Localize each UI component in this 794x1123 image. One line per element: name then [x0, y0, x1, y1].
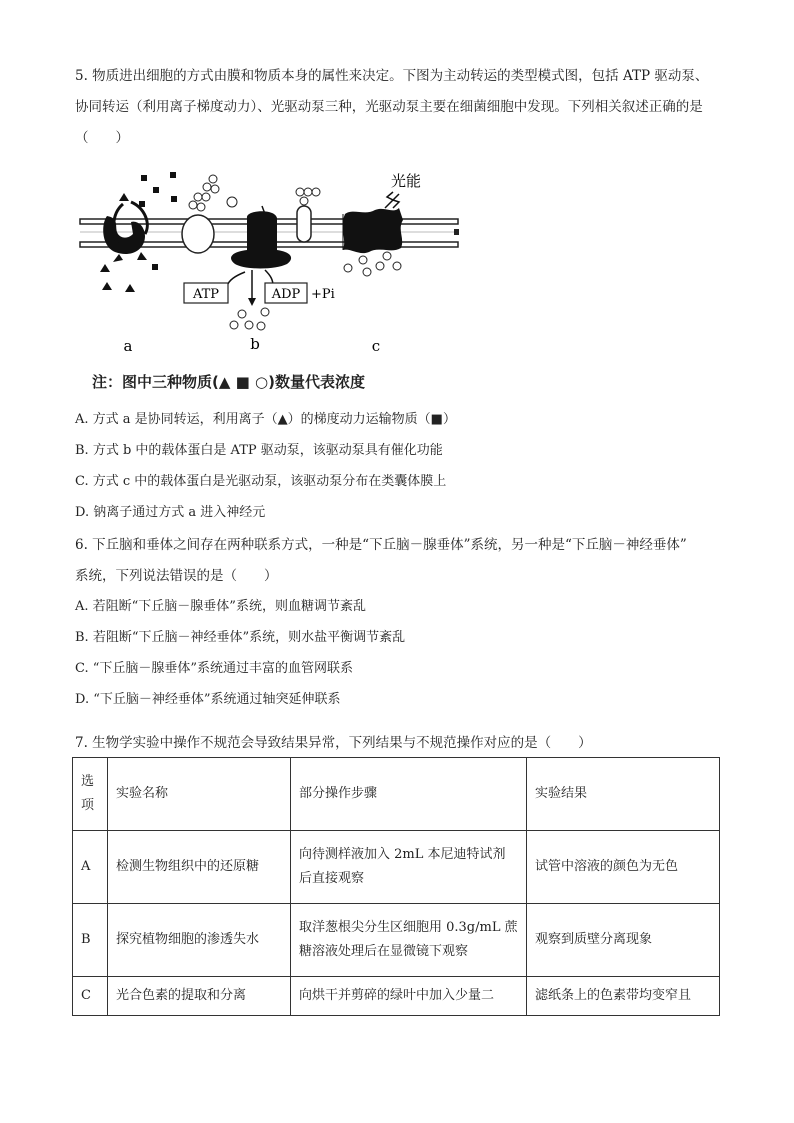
- cell-procedure: 向待测样液加入 2mL 本尼迪特试剂后直接观察: [291, 831, 527, 904]
- cell-procedure: 向烘干并剪碎的绿叶中加入少量二: [291, 977, 527, 1016]
- cell-experiment: 探究植物细胞的渗透失水: [108, 904, 291, 977]
- cell-option: B: [73, 904, 108, 977]
- label-a: a: [123, 337, 133, 355]
- label-b: b: [250, 335, 260, 353]
- pi-label: +Pi: [311, 287, 335, 302]
- table-row: [73, 831, 720, 904]
- cell-result: 滤纸条上的色素带均变窄且: [527, 977, 720, 1016]
- q6-option-b[interactable]: B. 若阻断“下丘脑－神经垂体”系统，则水盐平衡调节紊乱: [75, 630, 406, 645]
- q5-option-d[interactable]: D. 钠离子通过方式 a 进入神经元: [75, 505, 266, 520]
- header-result: 实验结果: [527, 758, 720, 831]
- triangle-ions-outside: [119, 193, 129, 201]
- q5-stem-line1: 5. 物质进出细胞的方式由膜和物质本身的属性来决定。下图为主动转运的类型模式图，包括 ATP 驱动泵、: [75, 68, 709, 84]
- light-energy-label: 光能: [391, 172, 422, 190]
- triangle-ions-inside: [100, 264, 135, 292]
- square-molecule-inside: [152, 264, 158, 270]
- cell-experiment: 检测生物组织中的还原糖: [108, 831, 291, 904]
- membrane-receptor-2: [296, 188, 320, 242]
- cell-option: C: [73, 977, 108, 1016]
- circle-molecules-c-inside: [344, 252, 401, 276]
- q6-stem-line1: 6. 下丘脑和垂体之间存在两种联系方式，一种是“下丘脑－腺垂体”系统，另一种是“下丘脑－神经垂体”: [75, 537, 687, 553]
- label-c: c: [371, 337, 381, 355]
- atp-box: [184, 283, 228, 303]
- lightning-icon: [385, 192, 399, 208]
- q6-stem-line2: 系统，下列说法错误的是（ ）: [75, 568, 278, 584]
- header-procedure: 部分操作步骤: [291, 758, 527, 831]
- table-row: [73, 904, 720, 977]
- table-header-row: [73, 758, 720, 831]
- q5-option-c[interactable]: C. 方式 c 中的载体蛋白是光驱动泵，该驱动泵分布在类囊体膜上: [75, 474, 447, 489]
- q5-option-a[interactable]: A. 方式 a 是协同转运，利用离子（▲）的梯度动力运输物质（■）: [75, 412, 456, 427]
- q5-stem-line2: 协同转运（利用离子梯度动力）、光驱动泵三种，光驱动泵主要在细菌细胞中发现。下列相关叙述正确的是: [75, 99, 703, 115]
- circle-molecules-b-inside: [230, 308, 269, 330]
- svg-text:ATP: ATP: [192, 287, 220, 302]
- table-row: [73, 977, 720, 1016]
- q7-stem: 7. 生物学实验中操作不规范会导致结果异常，下列结果与不规范操作对应的是（ ）: [75, 735, 592, 751]
- adp-box: [265, 283, 335, 303]
- header-option: 选项: [73, 758, 108, 831]
- square-molecules-outside: [139, 172, 177, 207]
- cell-result: 观察到质壁分离现象: [527, 904, 720, 977]
- q7-table: [72, 757, 720, 1016]
- cell-experiment: 光合色素的提取和分离: [108, 977, 291, 1016]
- q6-option-c[interactable]: C. “下丘脑－腺垂体”系统通过丰富的血管网联系: [75, 661, 354, 676]
- light-driven-pump-c: [343, 208, 403, 253]
- q5-stem-line3: （ ）: [75, 130, 129, 146]
- q6-option-d[interactable]: D. “下丘脑－神经垂体”系统通过轴突延伸联系: [75, 692, 341, 707]
- cell-procedure: 取洋葱根尖分生区细胞用 0.3g/mL 蔗糖溶液处理后在显微镜下观察: [291, 904, 527, 977]
- q6-option-a[interactable]: A. 若阻断“下丘脑－腺垂体”系统，则血糖调节紊乱: [75, 599, 366, 614]
- figure-note: 注：图中三种物质(▲ ■ ○)数量代表浓度: [92, 373, 365, 391]
- svg-text:ADP: ADP: [271, 287, 301, 302]
- q5-option-b[interactable]: B. 方式 b 中的载体蛋白是 ATP 驱动泵，该驱动泵具有催化功能: [75, 443, 443, 458]
- cell-option: A: [73, 831, 108, 904]
- membrane-receptor: [182, 175, 219, 253]
- cell-result: 试管中溶液的颜色为无色: [527, 831, 720, 904]
- header-experiment: 实验名称: [108, 758, 291, 831]
- active-transport-figure: [75, 164, 475, 360]
